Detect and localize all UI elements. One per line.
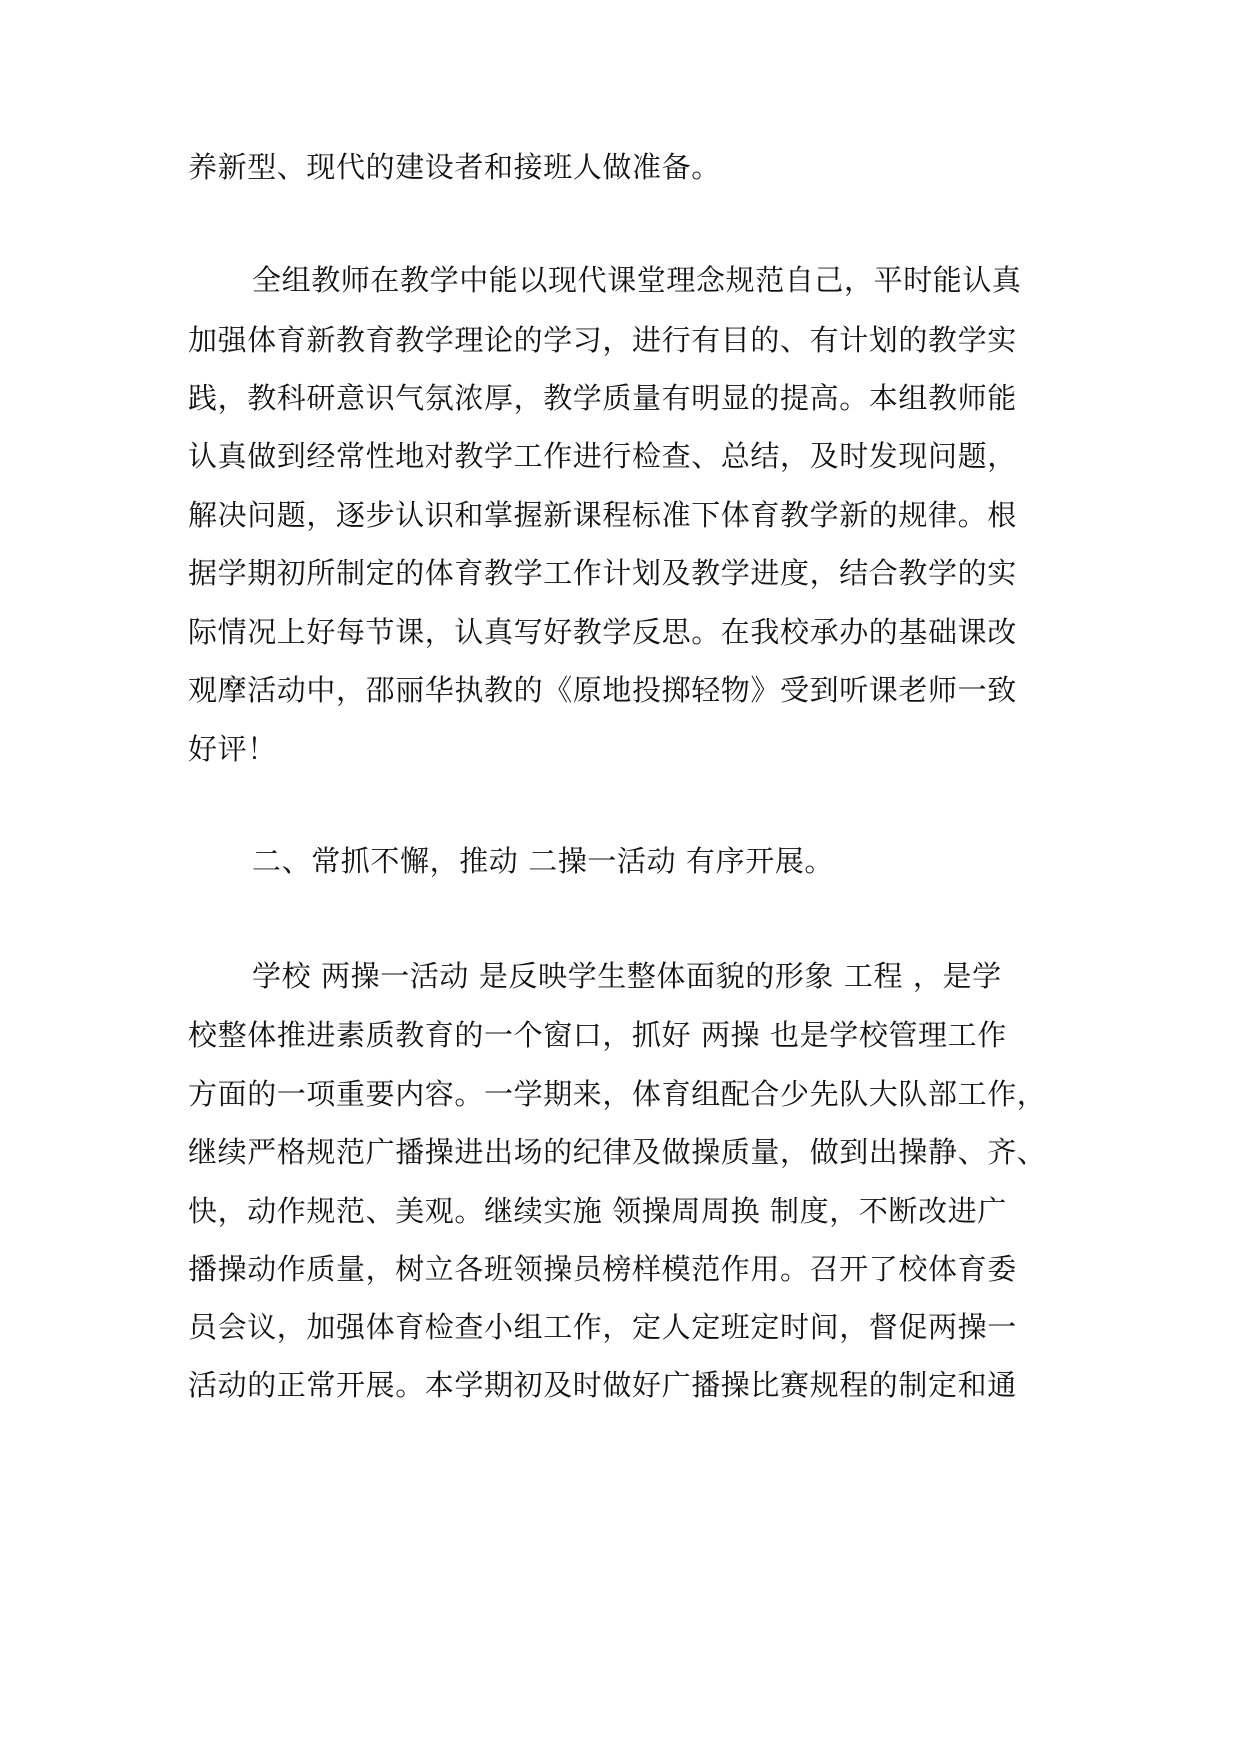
paragraph-line: 好评！: [188, 732, 277, 766]
paragraph-line: 养新型、现代的建设者和接班人做准备。: [188, 150, 721, 184]
section-heading: 二、常抓不懈，推动 二操一活动 有序开展。: [252, 844, 835, 878]
paragraph-line: 认真做到经常性地对教学工作进行检查、总结，及时发现问题，: [188, 439, 1017, 473]
paragraph-line: 加强体育新教育教学理论的学习，进行有目的、有计划的教学实: [188, 323, 1017, 357]
paragraph-line: 快，动作规范、美观。继续实施 领操周周换 制度，不断改进广: [188, 1194, 1007, 1228]
paragraph-line: 方面的一项重要内容。一学期来，体育组配合少先队大队部工作，: [188, 1077, 1047, 1111]
paragraph-line: 据学期初所制定的体育教学工作计划及教学进度，结合教学的实: [188, 556, 1017, 590]
paragraph-line: 播操动作质量，树立各班领操员榜样模范作用。召开了校体育委: [188, 1252, 1017, 1286]
paragraph-line: 观摩活动中，邵丽华执教的《原地投掷轻物》受到听课老师一致: [188, 673, 1017, 707]
paragraph-line: 际情况上好每节课，认真写好教学反思。在我校承办的基础课改: [188, 615, 1017, 649]
paragraph-line: 全组教师在教学中能以现代课堂理念规范自己，平时能认真: [252, 263, 1022, 297]
paragraph-line: 践，教科研意识气氛浓厚，教学质量有明显的提高。本组教师能: [188, 381, 1017, 415]
paragraph-line: 校整体推进素质教育的一个窗口，抓好 两操 也是学校管理工作: [188, 1018, 1007, 1052]
paragraph-line: 学校 两操一活动 是反映学生整体面貌的形象 工程 ，是学: [252, 959, 1002, 993]
paragraph-line: 员会议，加强体育检查小组工作，定人定班定时间，督促两操一: [188, 1310, 1017, 1344]
paragraph-line: 解决问题，逐步认识和掌握新课程标准下体育教学新的规律。根: [188, 498, 1017, 532]
paragraph-line: 继续严格规范广播操进出场的纪律及做操质量，做到出操静、齐、: [188, 1135, 1047, 1169]
paragraph-line: 活动的正常开展。本学期初及时做好广播操比赛规程的制定和通: [188, 1368, 1017, 1402]
